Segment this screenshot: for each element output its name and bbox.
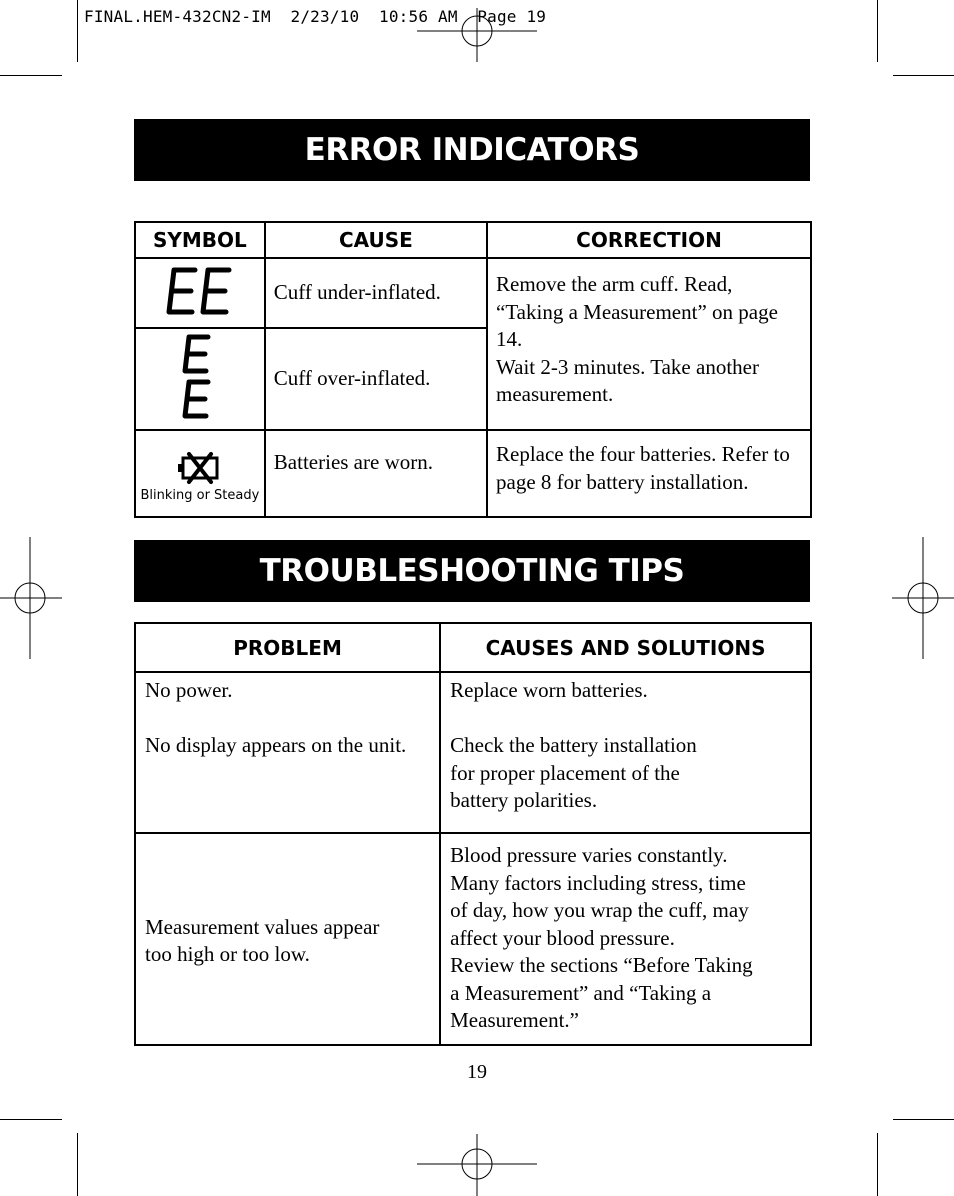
registration-mark-icon <box>0 537 62 659</box>
solution-measurement-values: Blood pressure varies constantly. Many factors including stress, time of day, how you wrap the cuff, may affect your blood pressure. Review the sections “Before Taking a Measurement” and “Taking a Measurement.” <box>440 833 811 1045</box>
troubleshooting-tips-title: TROUBLESHOOTING TIPS <box>134 540 810 602</box>
problem-measurement-values: Measurement values appear too high or too low. <box>135 833 440 1045</box>
troubleshooting-table <box>134 622 812 1046</box>
battery-worn-icon <box>176 452 224 486</box>
header-symbol: SYMBOL <box>135 222 265 258</box>
crop-mark <box>0 1119 62 1120</box>
symbol-battery-cell <box>135 430 265 517</box>
print-slug: FINAL.HEM-432CN2-IM 2/23/10 10:56 AM Page 19 <box>84 7 547 26</box>
header-problem: PROBLEM <box>135 623 440 672</box>
page-number: 19 <box>467 1061 487 1083</box>
symbol-ee-cell <box>135 258 265 328</box>
registration-mark-icon <box>417 1134 537 1196</box>
registration-mark-icon <box>892 537 954 659</box>
error-indicators-table <box>134 221 812 518</box>
lcd-ee-icon <box>164 264 236 318</box>
header-cause: CAUSE <box>265 222 487 258</box>
symbol-caption: Blinking or Steady <box>140 488 260 503</box>
solution-no-power: Replace worn batteries. Check the battery installation for proper placement of the battery polarities. <box>440 672 811 833</box>
crop-mark <box>893 75 954 76</box>
header-solutions: CAUSES AND SOLUTIONS <box>440 623 811 672</box>
header-correction: CORRECTION <box>487 222 811 258</box>
crop-mark <box>77 0 78 62</box>
lcd-e-stacked-icon <box>180 332 220 422</box>
symbol-e-e-cell <box>135 328 265 430</box>
cause-under-inflated: Cuff under-inflated. <box>265 258 487 328</box>
error-indicators-title: ERROR INDICATORS <box>134 119 810 181</box>
registration-mark-icon <box>417 8 537 62</box>
problem-no-power: No power. No display appears on the unit. <box>135 672 440 833</box>
crop-mark <box>893 1119 954 1120</box>
correction-reinflate: Remove the arm cuff. Read, “Taking a Measurement” on page 14. Wait 2-3 minutes. Take another measurement. <box>487 258 811 430</box>
crop-mark <box>877 1133 878 1196</box>
cause-over-inflated: Cuff over-inflated. <box>265 328 487 430</box>
crop-mark <box>877 0 878 62</box>
cause-batteries-worn: Batteries are worn. <box>265 430 487 517</box>
crop-mark <box>77 1133 78 1196</box>
crop-mark <box>0 75 62 76</box>
correction-replace-batteries: Replace the four batteries. Refer to page 8 for battery installation. <box>487 430 811 517</box>
